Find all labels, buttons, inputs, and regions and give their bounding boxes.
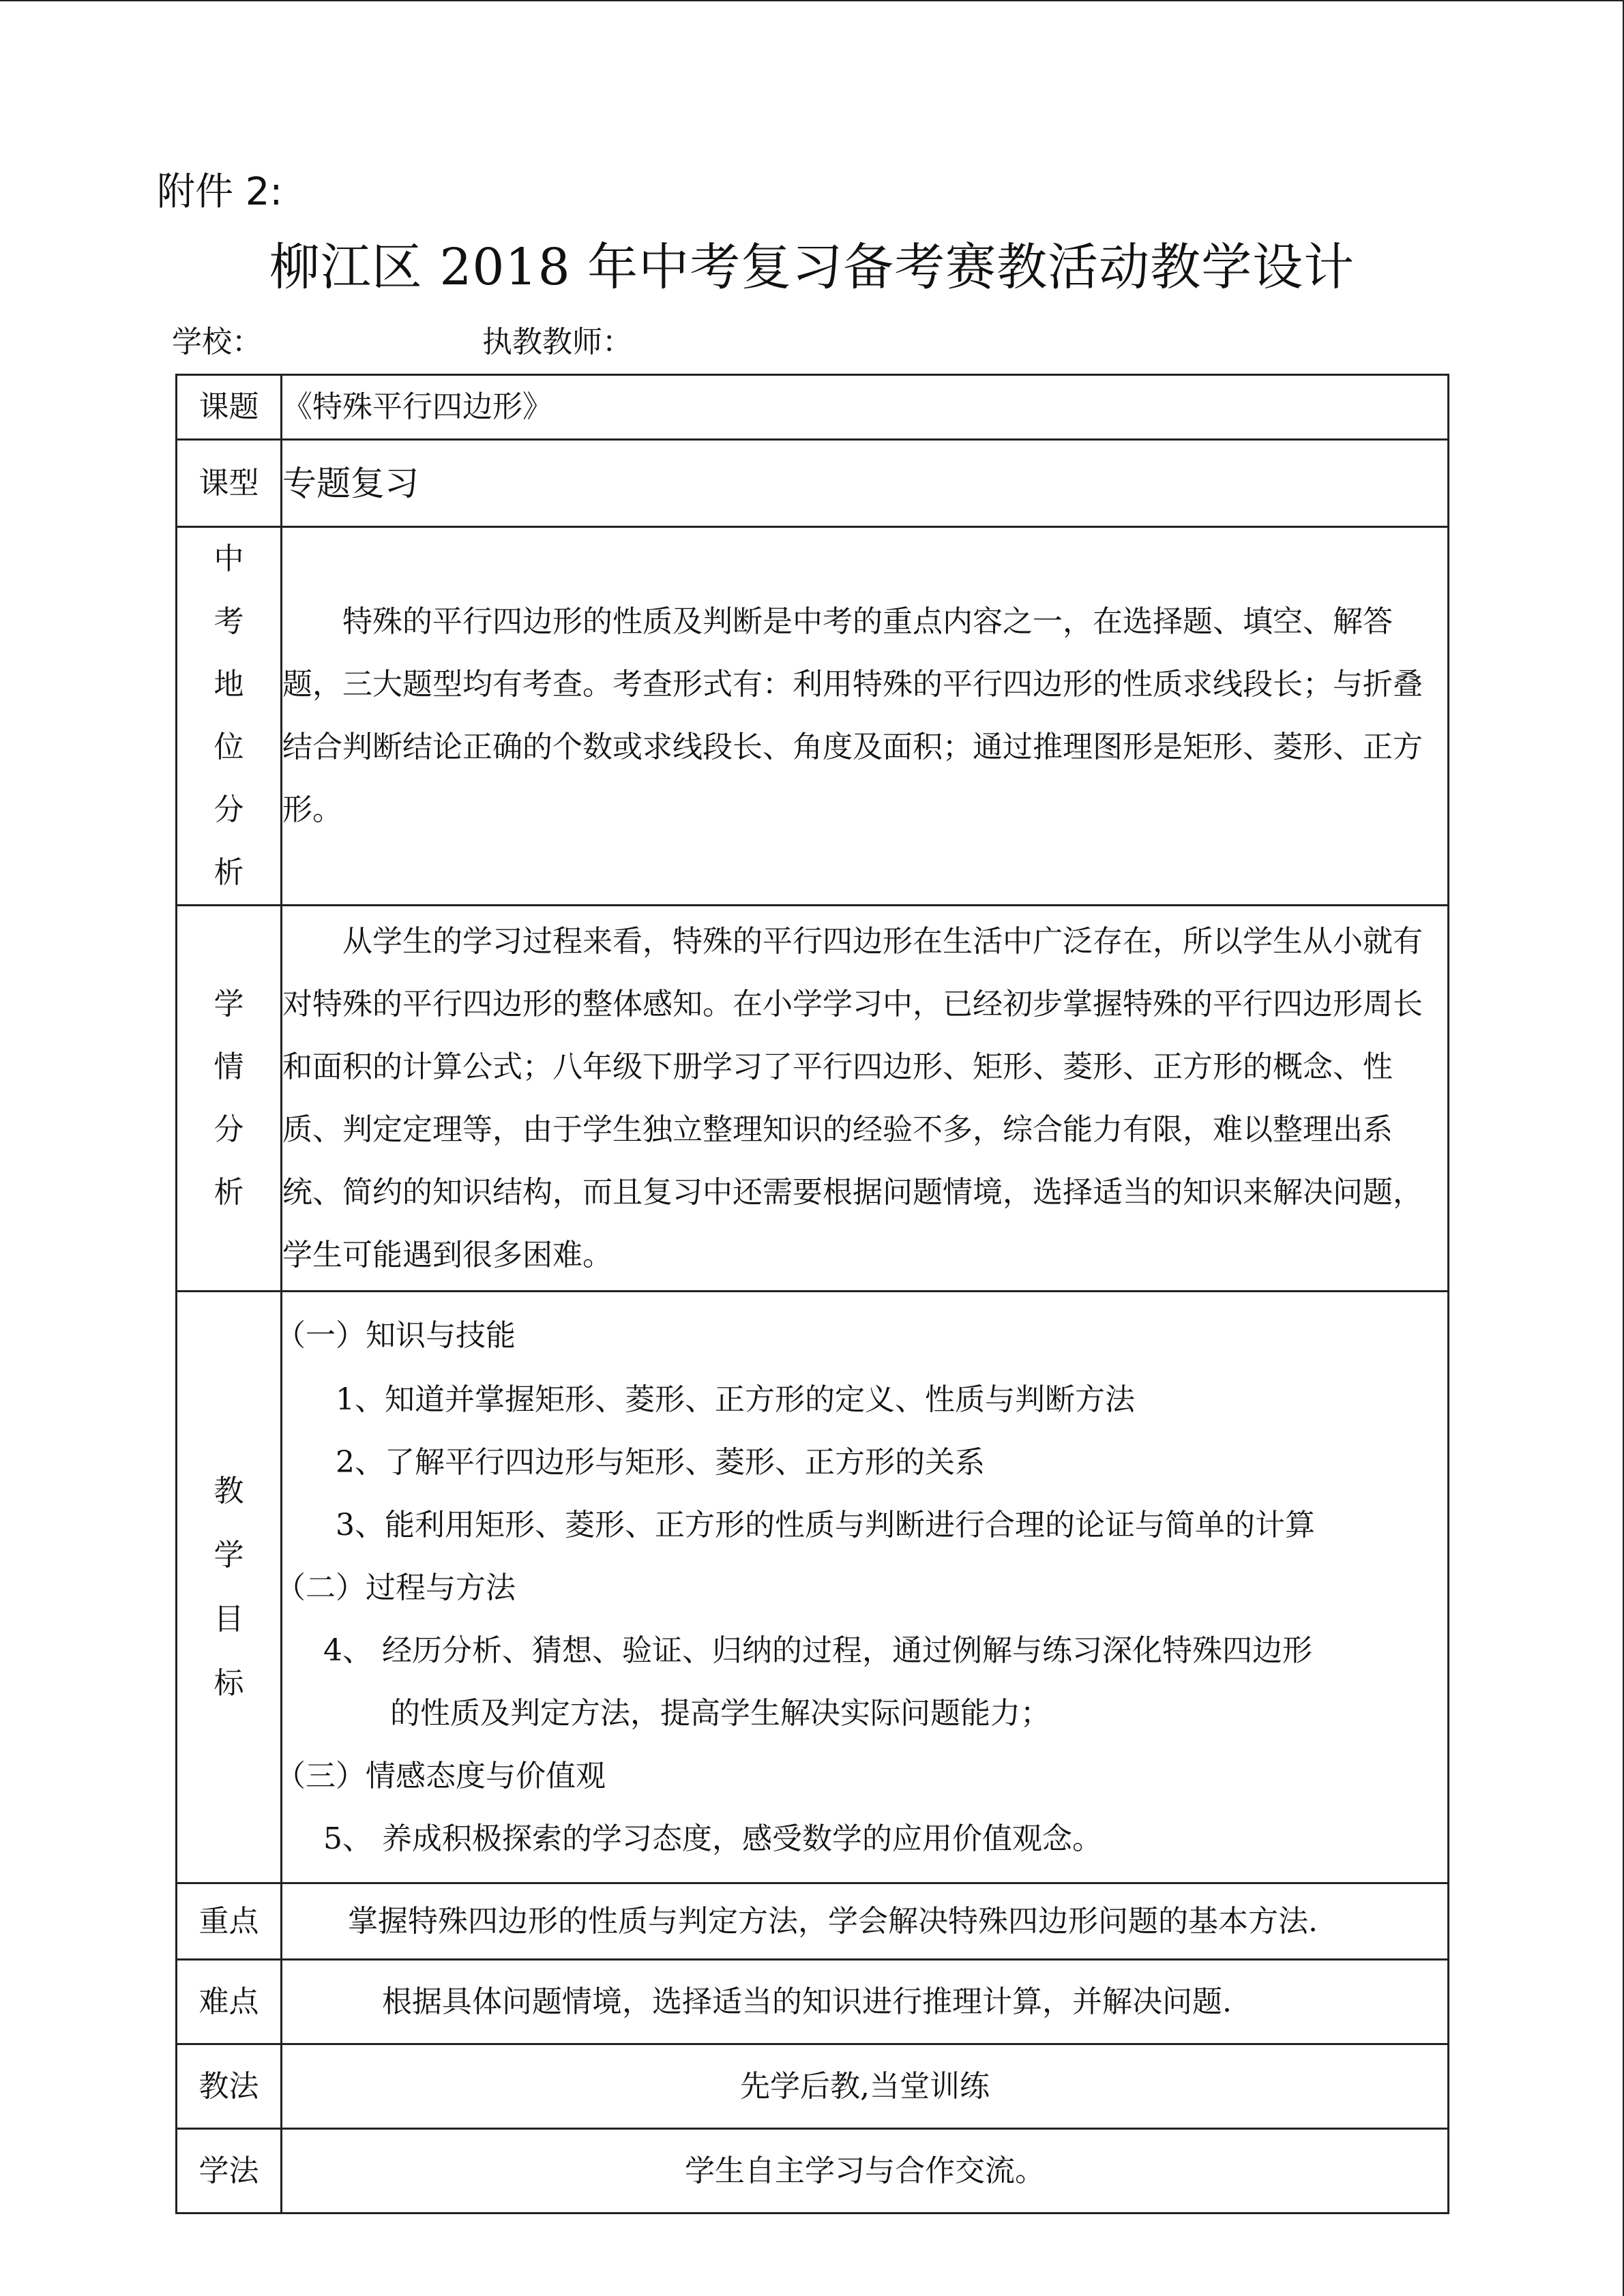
objectives-label-text: 教学目标	[213, 1473, 244, 1701]
teaching-method-label: 教法	[177, 2044, 282, 2129]
difficulty-label: 难点	[177, 1960, 282, 2044]
teaching-design-table	[175, 374, 1449, 2214]
topic-label: 课题	[177, 375, 282, 440]
exam-position-text: 特殊的平行四边形的性质及判断是中考的重点内容之一，在选择题、填空、解答题，三大题型均有考查。考查形式有：利用特殊的平行四边形的性质求线段长；与折叠结合判断结论正确的个数或求线段长、角度及面积；通过推理图形是矩形、菱形、正方形。	[282, 527, 1449, 906]
topic-value	[282, 375, 1449, 440]
exam-position-label	[177, 527, 282, 906]
learning-method-text: 学生自主学习与合作交流。	[282, 2129, 1449, 2213]
row-objectives	[177, 1292, 1449, 1883]
row-exam-position	[177, 527, 1449, 906]
knowledge-heading: （一）知识与技能	[276, 1317, 516, 1353]
exam-position-label-text: 中考地位分析	[213, 541, 244, 890]
teacher-label: 执教教师：	[482, 325, 632, 359]
type-value: 专题复习	[282, 440, 1449, 527]
topic-text: 《特殊平行四边形》	[282, 389, 552, 424]
process-heading: （二）过程与方法	[276, 1570, 516, 1605]
objective-item-5: 5、 养成积极探索的学习态度，感受数学的应用价值观念。	[323, 1821, 1102, 1856]
row-key-point	[177, 1883, 1449, 1960]
objective-item-1: 1、知道并掌握矩形、菱形、正方形的定义、性质与判断方法	[336, 1382, 1135, 1417]
school-label: 学校：	[172, 325, 262, 359]
objective-item-4-line-1: 4、 经历分析、猜想、验证、归纳的过程，通过例解与练习深化特殊四边形	[323, 1632, 1312, 1668]
row-student-analysis	[177, 906, 1449, 1292]
key-point-text: 掌握特殊四边形的性质与判定方法，学会解决特殊四边形问题的基本方法.	[282, 1883, 1449, 1960]
row-difficulty	[177, 1960, 1449, 2044]
objective-item-4-line-2: 的性质及判定方法，提高学生解决实际问题能力；	[390, 1695, 1050, 1731]
row-learning-method	[177, 2129, 1449, 2213]
objectives-label	[177, 1292, 282, 1883]
emotion-heading: （三）情感态度与价值观	[276, 1758, 606, 1793]
student-analysis-label	[177, 906, 282, 1292]
document-title: 柳江区 2018 年中考复习备考赛教活动教学设计	[269, 238, 1355, 297]
learning-method-label: 学法	[177, 2129, 282, 2213]
difficulty-text: 根据具体问题情境，选择适当的知识进行推理计算，并解决问题.	[282, 1960, 1449, 2044]
objective-item-2: 2、了解平行四边形与矩形、菱形、正方形的关系	[336, 1444, 985, 1480]
type-label: 课型	[177, 440, 282, 527]
row-type	[177, 440, 1449, 527]
student-analysis-label-text: 学情分析	[213, 986, 244, 1210]
teaching-method-text: 先学后教,当堂训练	[282, 2044, 1449, 2129]
row-topic	[177, 375, 1449, 440]
objective-item-3: 3、能利用矩形、菱形、正方形的性质与判断进行合理的论证与简单的计算	[336, 1507, 1315, 1542]
student-analysis-text: 从学生的学习过程来看，特殊的平行四边形在生活中广泛存在，所以学生从小就有对特殊的平行四边形的整体感知。在小学学习中，已经初步掌握特殊的平行四边形周长和面积的计算公式；八年级下册学习了平行四边形、矩形、菱形、正方形的概念、性质、判定定理等，由于学生独立整理知识的经验不多，综合能力有限，难以整理出系统、简约的知识结构，而且复习中还需要根据问题情境，选择适当的知识来解决问题，学生可能遇到很多困难。	[282, 906, 1449, 1292]
objectives-content	[276, 1292, 1449, 1883]
key-point-label: 重点	[177, 1883, 282, 1960]
row-teaching-method	[177, 2044, 1449, 2129]
attachment-label: 附件 2:	[157, 170, 283, 214]
